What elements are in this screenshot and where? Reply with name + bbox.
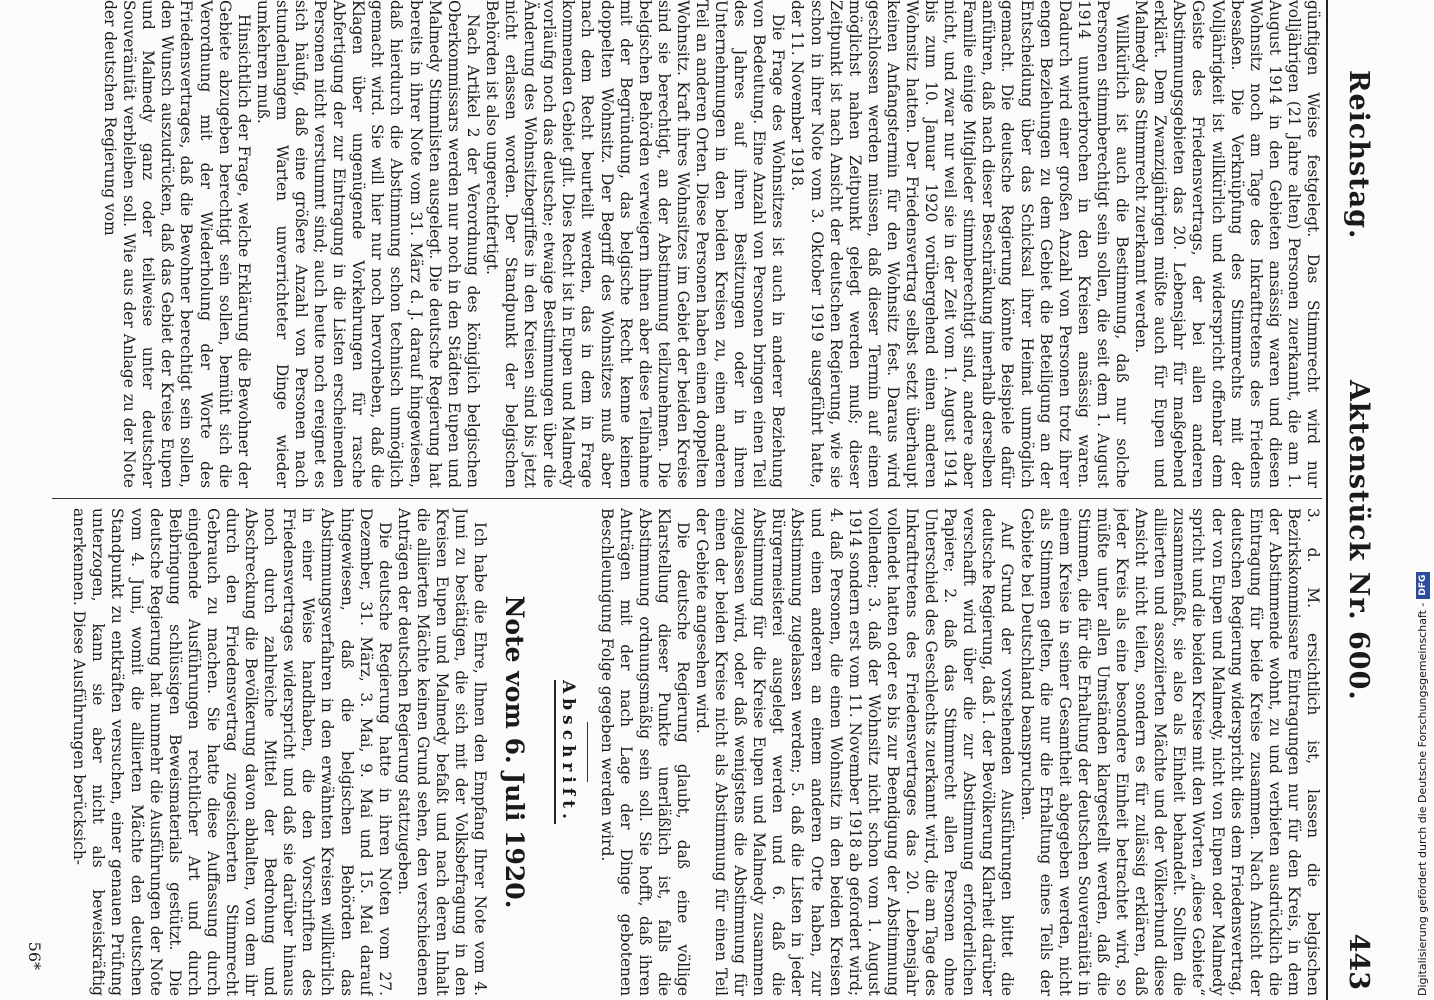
paragraph: Auf Grund der vorstehenden Ausführungen bittet die deutsche Regierung, daß 1. der Bevölkerung Klarheit darüber verschafft wird über die zur Abstimmung erforderlichen Papiere; 2. daß das Stimmrecht allen Personen ohne Unterschied des Geschlechts zuerkannt wird, die am Tage des Inkrafttretens des Friedensvertrages das 20. Lebensjahr vollendet hatten oder es bis zur Beendigung der Abstimmung vollenden; 3. daß der Wohnsitz nicht schon vom 1. August 1914 sondern erst vom 11. November 1918 ab gefordert wird; 4. daß Personen, die einen Wohnsitz in den beiden Kreisen und einen anderen an einem anderen Orte haben, zur Abstimmung zugelassen werden; 5. daß die Listen in jeder Bürgermeisterei ausgelegt werden und 6. daß die Abstimmung für die Kreise Eupen und Malmedy zusammen zugelassen wird, oder daß wenigstens die Abstimmung für einen der beiden Kreise nicht als Abstimmung für einen Teil der Gebiete angesehen wird.	[693, 508, 1017, 996]
signature-mark: 56*	[25, 941, 44, 970]
paragraph: Die deutsche Regierung glaubt, daß eine völlige Klarstellung dieser Punkte unerläßlich ist, falls die Abstimmung ordnungsmäßig sein soll. Sie hofft, daß ihren Anträgen mit der nach Lage der Dinge gebotenen Beschleunigung Folge gegeben werden wird.	[597, 508, 692, 996]
rotated-document-page	[10, 0, 1400, 1000]
credit-text: Digitalisierung gefördert durch die Deutsche Forschungsgemeinschaft -	[1416, 602, 1429, 996]
paragraph: Willkürlich ist auch die Bestimmung, daß nur solche Personen stimmberechtigt sein sollen, die seit dem 1. August 1914 ununterbrochen in den Kreisen ansässig waren. Dadurch wird einer großen Anzahl von Personen trotz ihrer engen Beziehungen zu dem Gebiet die Beteiligung an der Entscheidung über das Schicksal ihrer Heimat unmöglich gemacht. Die deutsche Regierung könnte Beispiele dafür anführen, daß nach dieser Beschränkung innerhalb derselben Familie einige Mitglieder stimmberechtigt sind, andere aber nicht, und zwar nur weil sie in der Zeit vom 1. August 1914 bis zum 10. Januar 1920 vorübergehend einen anderen Wohnsitz hatten. Der Friedensvertrag selbst setzt überhaupt keinen Anfangstermin für den Wohnsitz fest. Daraus wird geschlossen werden müssen, daß dieser Termin auf einen möglichst nahen Zeitpunkt gelegt werden muß; dieser Zeitpunkt ist nach Ansicht der deutschen Regierung, wie sie schon in ihrer Note vom 3. Oktober 1919 ausgeführt hatte, der 11. November 1918.	[788, 0, 1132, 488]
abschrift-heading	[558, 508, 577, 996]
paragraph: Nach Artikel 2 der Verordnung des königlich belgischen Oberkommissars werden nur noch in den Städten Eupen und Malmedy Stimmlisten ausgelegt. Die deutsche Regierung hat bereits in ihrer Note vom 31. März d. J. darauf hingewiesen, daß hierdurch die Abstimmung schon technisch unmöglich gemacht wird. Sie will hier nur noch hervorheben, daß die Klagen über ungenügende Vorkehrungen für rasche Abfertigung der zur Eintragung in die Listen erscheinenden Personen nicht verstummt sind; auch heute noch ereignet es sich häufig, daß eine größere Anzahl von Personen nach stundenlangem Warten unverrichteter Dinge wieder umkehren muß.	[253, 0, 482, 488]
column-divider	[52, 498, 1322, 499]
digitization-credit	[1414, 0, 1432, 996]
page-number: 443	[1343, 933, 1374, 990]
paragraph: Die Frage des Wohnsitzes ist auch in anderer Beziehung von Bedeutung. Eine Anzahl von Personen bringen einen Teil des Jahres auf ihren Besitzungen oder in ihren Unternehmungen in den beiden Kreisen zu, einen anderen Teil an anderen Orten. Diese Personen haben einen doppelten Wohnsitz. Kraft ihres Wohnsitzes im Gebiet der beiden Kreise sind sie berechtigt, an der Abstimmung teilzunehmen. Die belgischen Behörden verweigern ihnen aber diese Teilnahme mit der Begründung, das belgische Recht kenne keinen doppelten Wohnsitz. Der Begriff des Wohnsitzes muß aber nach dem Recht beurteilt werden, das in dem in Frage kommenden Gebiet gilt. Dies Recht ist in Eupen und Malmedy vorläufig noch das deutsche; etwaige Bestimmungen über die Änderung des Wohnsitzbegriffes in den Kreisen sind bis jetzt nicht erlassen worden. Der Standpunkt der belgischen Behörden ist also ungerechtfertigt.	[482, 0, 788, 488]
paragraph: günftigen Weise festgelegt. Das Stimmrecht wird nur volljährigen (21 Jahre alten) Personen zuerkannt, die am 1. August 1914 in den Gebieten ansässig waren und diesen Wohnsitz noch am Tage des Inkrafttretens des Friedens besaßen. Die Verknüpfung des Stimmrechts mit der Volljährigkeit ist willkürlich und widerspricht offenbar dem Geiste des Friedensvertrags, der bei allen anderen Abstimmungsgebieten das 20. Lebensjahr für maßgebend erklärt. Dem Zwanzigjährigen müßte auch für Eupen und Malmedy das Stimmrecht zuerkannt werden.	[1132, 0, 1322, 488]
note-heading: Note vom 6. Juli 1920.	[500, 595, 530, 909]
paragraph: Hinsichtlich der Frage, welche Erklärung die Bewohner der Gebiete abzugeben berechtigt sein sollen, bemüht sich die Verordnung mit der Wiederholung der Worte des Friedensvertrages, daß die Bewohner berechtigt sein sollen, den Wunsch auszudrücken, daß das Gebiet der Kreise Eupen und Malmedy ganz oder teilweise unter deutscher Souveränität verbleiben soll. Wie aus der Anlage zu der Note der deutschen Regierung vom	[101, 0, 253, 488]
dfg-logo: DFG	[1416, 572, 1430, 599]
right-text-column	[47, 508, 1322, 996]
paragraph: 3. d. M. ersichtlich ist, lassen die belgischen Bezirkskommissare Eintragungen nur für den Kreis, in dem der Abstimmende wohnt, zu und verbieten ausdrücklich die Eintragung für beide Kreise zusammen. Nach Ansicht der deutschen Regierung widerspricht dies dem Friedensvertrag, der von Eupen und Malmedy, nicht von Eupen oder Malmedy spricht und die beiden Kreise mit den Worten „diese Gebiete“ zusammenfaßt, sie also als Einheit behandelt. Sollten die alliierten und assoziierten Mächte und der Völkerbund diese Ansicht nicht teilen, sondern es für zulässig erklären, daß jeder Kreis als eine besondere Einheit betrachtet wird, so müßte unter allen Umständen klargestellt werden, daß die Stimmen, die für die Erhaltung der deutschen Souveränität in einem Kreise in seiner Gesamtheit abgegeben werden, nicht als Stimmen gelten, die nur die Erhaltung eines Teils der Gebiete bei Deutschland beanspruchen.	[1017, 508, 1322, 996]
abschrift-heading-text: Abschrift.	[554, 680, 578, 824]
section-divider	[587, 722, 588, 782]
paragraph: Ich habe die Ehre, Ihnen den Empfang Ihrer Note vom 4. Juni zu bestätigen, die sich mit der Volksbefragung in den Kreisen Eupen und Malmedy befaßt und nach deren Inhalt die alliierten Mächte keinen Grund sehen, den verschiedenen Anträgen der deutschen Regierung stattzugeben.	[394, 508, 490, 996]
paragraph: Die deutsche Regierung hatte in ihren Noten vom 27. Dezember, 31. März, 3. Mai, 9. Mai und 15. Mai darauf hingewiesen, daß die belgischen Behörden das Abstimmungsverfahren in den erwähnten Kreisen willkürlich in einer Weise handhaben, die den Vorschriften des Friedensvertrages widerspricht und daß sie darüber hinaus noch durch zahlreiche Mittel der Bedrohung und Abschreckung die Bevölkerung davon abhalten, von dem ihr durch den Friedensvertrag zugesicherten Stimmrecht Gebrauch zu machen. Sie hatte diese Auffassung durch eingehende Ausführungen rechtlicher Art und durch Beibringung schlüssigen Beweismaterials gestützt. Die deutsche Regierung hat nunmehr die Ausführungen der Note vom 4. Juni, womit die alliierten Mächte den deutschen Standpunkt zu entkräften versuchen, einer genauen Prüfung unterzogen, kann sie aber nicht als beweiskräftig anerkennen. Diese Ausführungen berücksich-	[70, 508, 394, 996]
page-header	[1326, 0, 1378, 1000]
header-document-number: Aktenstück Nr. 600.	[1343, 380, 1374, 701]
left-text-column	[47, 0, 1322, 488]
header-left: Reichstag.	[1343, 70, 1374, 240]
